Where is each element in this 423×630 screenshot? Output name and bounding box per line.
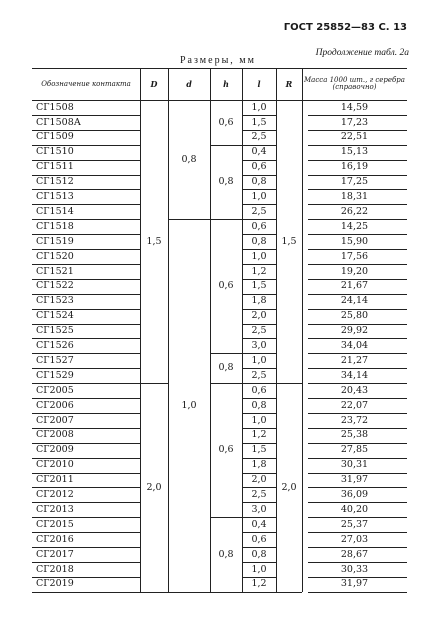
row-mass: 21,67 xyxy=(340,280,369,292)
merged-d: 2,0 xyxy=(146,481,162,493)
row-designation: СГ2013 xyxy=(36,503,74,515)
row-length: 0,4 xyxy=(251,146,267,158)
row-designation: СГ2006 xyxy=(36,399,74,411)
row-length: 1,0 xyxy=(251,354,267,366)
table-rule xyxy=(32,592,140,593)
row-designation: СГ1512 xyxy=(36,176,74,188)
row-mass: 34,04 xyxy=(340,340,369,352)
row-mass: 31,97 xyxy=(340,474,369,486)
row-length: 2,5 xyxy=(251,205,267,217)
row-length: 0,6 xyxy=(251,220,267,232)
row-designation: СГ1514 xyxy=(36,205,74,217)
row-length: 1,0 xyxy=(251,414,267,426)
header-R: R xyxy=(285,79,293,89)
merged-h: 0,8 xyxy=(218,362,234,374)
row-designation: СГ2011 xyxy=(36,474,74,486)
row-length: 2,5 xyxy=(251,131,267,143)
row-mass: 14,59 xyxy=(340,101,369,113)
row-designation: СГ1525 xyxy=(36,325,74,337)
merged-r: 2,0 xyxy=(281,481,297,493)
table-rule xyxy=(32,68,407,69)
row-mass: 30,31 xyxy=(340,459,369,471)
row-mass: 25,80 xyxy=(340,310,369,322)
table-continuation-caption: Продолжение табл. 2а xyxy=(315,48,409,58)
table-rule xyxy=(308,592,407,593)
row-mass: 19,20 xyxy=(340,265,369,277)
row-length: 2,5 xyxy=(251,369,267,381)
table-rule xyxy=(242,592,276,593)
row-designation: СГ2015 xyxy=(36,518,74,530)
row-length: 1,2 xyxy=(251,578,267,590)
row-designation: СГ2009 xyxy=(36,444,74,456)
row-mass: 25,38 xyxy=(340,429,369,441)
header-d: d xyxy=(186,79,192,89)
row-designation: СГ2017 xyxy=(36,548,74,560)
dimensions-label: Размеры, мм xyxy=(180,55,256,66)
merged-h: 0,8 xyxy=(218,548,234,560)
row-designation: СГ2005 xyxy=(36,384,74,396)
row-length: 2,0 xyxy=(251,474,267,486)
row-mass: 22,51 xyxy=(340,131,369,143)
row-mass: 16,19 xyxy=(340,161,369,173)
page-code: ГОСТ 25852—83 С. 13 xyxy=(283,22,407,33)
row-mass: 23,72 xyxy=(340,414,369,426)
row-length: 1,0 xyxy=(251,250,267,262)
header-name: Обозначение контакта xyxy=(41,79,131,88)
row-length: 0,4 xyxy=(251,518,267,530)
merged-h: 0,6 xyxy=(218,116,234,128)
row-mass: 34,14 xyxy=(340,369,369,381)
row-designation: СГ1521 xyxy=(36,265,74,277)
row-length: 1,8 xyxy=(251,459,267,471)
merged-h: 0,6 xyxy=(218,444,234,456)
row-designation: СГ2018 xyxy=(36,563,74,575)
row-designation: СГ2016 xyxy=(36,533,74,545)
row-mass: 29,92 xyxy=(340,325,369,337)
row-mass: 25,37 xyxy=(340,518,369,530)
row-length: 0,8 xyxy=(251,235,267,247)
row-designation: СГ2008 xyxy=(36,429,74,441)
row-designation: СГ2019 xyxy=(36,578,74,590)
row-length: 1,0 xyxy=(251,191,267,203)
row-length: 3,0 xyxy=(251,503,267,515)
row-mass: 21,27 xyxy=(340,354,369,366)
row-mass: 20,43 xyxy=(340,384,369,396)
row-length: 0,8 xyxy=(251,548,267,560)
row-length: 1,0 xyxy=(251,563,267,575)
row-length: 3,0 xyxy=(251,340,267,352)
merged-h: 0,8 xyxy=(218,176,234,188)
row-mass: 17,56 xyxy=(340,250,369,262)
header-D: D xyxy=(150,79,158,89)
row-mass: 17,23 xyxy=(340,116,369,128)
row-length: 2,5 xyxy=(251,325,267,337)
row-length: 0,6 xyxy=(251,161,267,173)
merged-d: 1,0 xyxy=(181,399,197,411)
row-mass: 31,97 xyxy=(340,578,369,590)
table-rule xyxy=(276,592,302,593)
merged-h: 0,6 xyxy=(218,280,234,292)
row-mass: 26,22 xyxy=(340,205,369,217)
row-designation: СГ1519 xyxy=(36,235,74,247)
row-mass: 24,14 xyxy=(340,295,369,307)
row-mass: 17,25 xyxy=(340,176,369,188)
header-mass: Масса 1000 шт., г серебра (справочно) xyxy=(304,76,405,91)
row-designation: СГ1520 xyxy=(36,250,74,262)
row-designation: СГ2010 xyxy=(36,459,74,471)
row-designation: СГ1513 xyxy=(36,191,74,203)
row-length: 1,2 xyxy=(251,429,267,441)
row-mass: 28,67 xyxy=(340,548,369,560)
row-designation: СГ1508А xyxy=(36,116,81,128)
row-designation: СГ1522 xyxy=(36,280,74,292)
row-mass: 40,20 xyxy=(340,503,369,515)
row-length: 1,2 xyxy=(251,265,267,277)
row-designation: СГ1523 xyxy=(36,295,74,307)
row-length: 1,5 xyxy=(251,444,267,456)
contacts-table xyxy=(32,68,407,588)
header-l: l xyxy=(257,79,261,89)
row-length: 0,6 xyxy=(251,384,267,396)
row-designation: СГ2012 xyxy=(36,489,74,501)
row-designation: СГ1510 xyxy=(36,146,74,158)
merged-r: 1,5 xyxy=(281,235,297,247)
merged-d: 1,5 xyxy=(146,235,162,247)
row-length: 0,8 xyxy=(251,399,267,411)
row-designation: СГ1524 xyxy=(36,310,74,322)
row-length: 0,8 xyxy=(251,176,267,188)
row-designation: СГ1526 xyxy=(36,340,74,352)
table-rule xyxy=(210,592,242,593)
row-length: 1,8 xyxy=(251,295,267,307)
row-mass: 22,07 xyxy=(340,399,369,411)
row-mass: 27,85 xyxy=(340,444,369,456)
row-designation: СГ1509 xyxy=(36,131,74,143)
row-designation: СГ2007 xyxy=(36,414,74,426)
row-designation: СГ1511 xyxy=(36,161,74,173)
row-designation: СГ1529 xyxy=(36,369,74,381)
row-length: 1,5 xyxy=(251,116,267,128)
row-length: 2,5 xyxy=(251,489,267,501)
row-mass: 14,25 xyxy=(340,220,369,232)
row-mass: 15,13 xyxy=(340,146,369,158)
row-designation: СГ1508 xyxy=(36,101,74,113)
row-length: 2,0 xyxy=(251,310,267,322)
row-mass: 15,90 xyxy=(340,235,369,247)
row-length: 1,0 xyxy=(251,101,267,113)
row-length: 1,5 xyxy=(251,280,267,292)
table-rule xyxy=(140,592,168,593)
header-h: h xyxy=(223,79,229,89)
row-mass: 27,03 xyxy=(340,533,369,545)
row-mass: 18,31 xyxy=(340,191,369,203)
row-designation: СГ1527 xyxy=(36,354,74,366)
row-designation: СГ1518 xyxy=(36,220,74,232)
row-mass: 30,33 xyxy=(340,563,369,575)
merged-d: 0,8 xyxy=(181,153,197,165)
row-length: 0,6 xyxy=(251,533,267,545)
row-mass: 36,09 xyxy=(340,489,369,501)
table-rule xyxy=(168,592,210,593)
